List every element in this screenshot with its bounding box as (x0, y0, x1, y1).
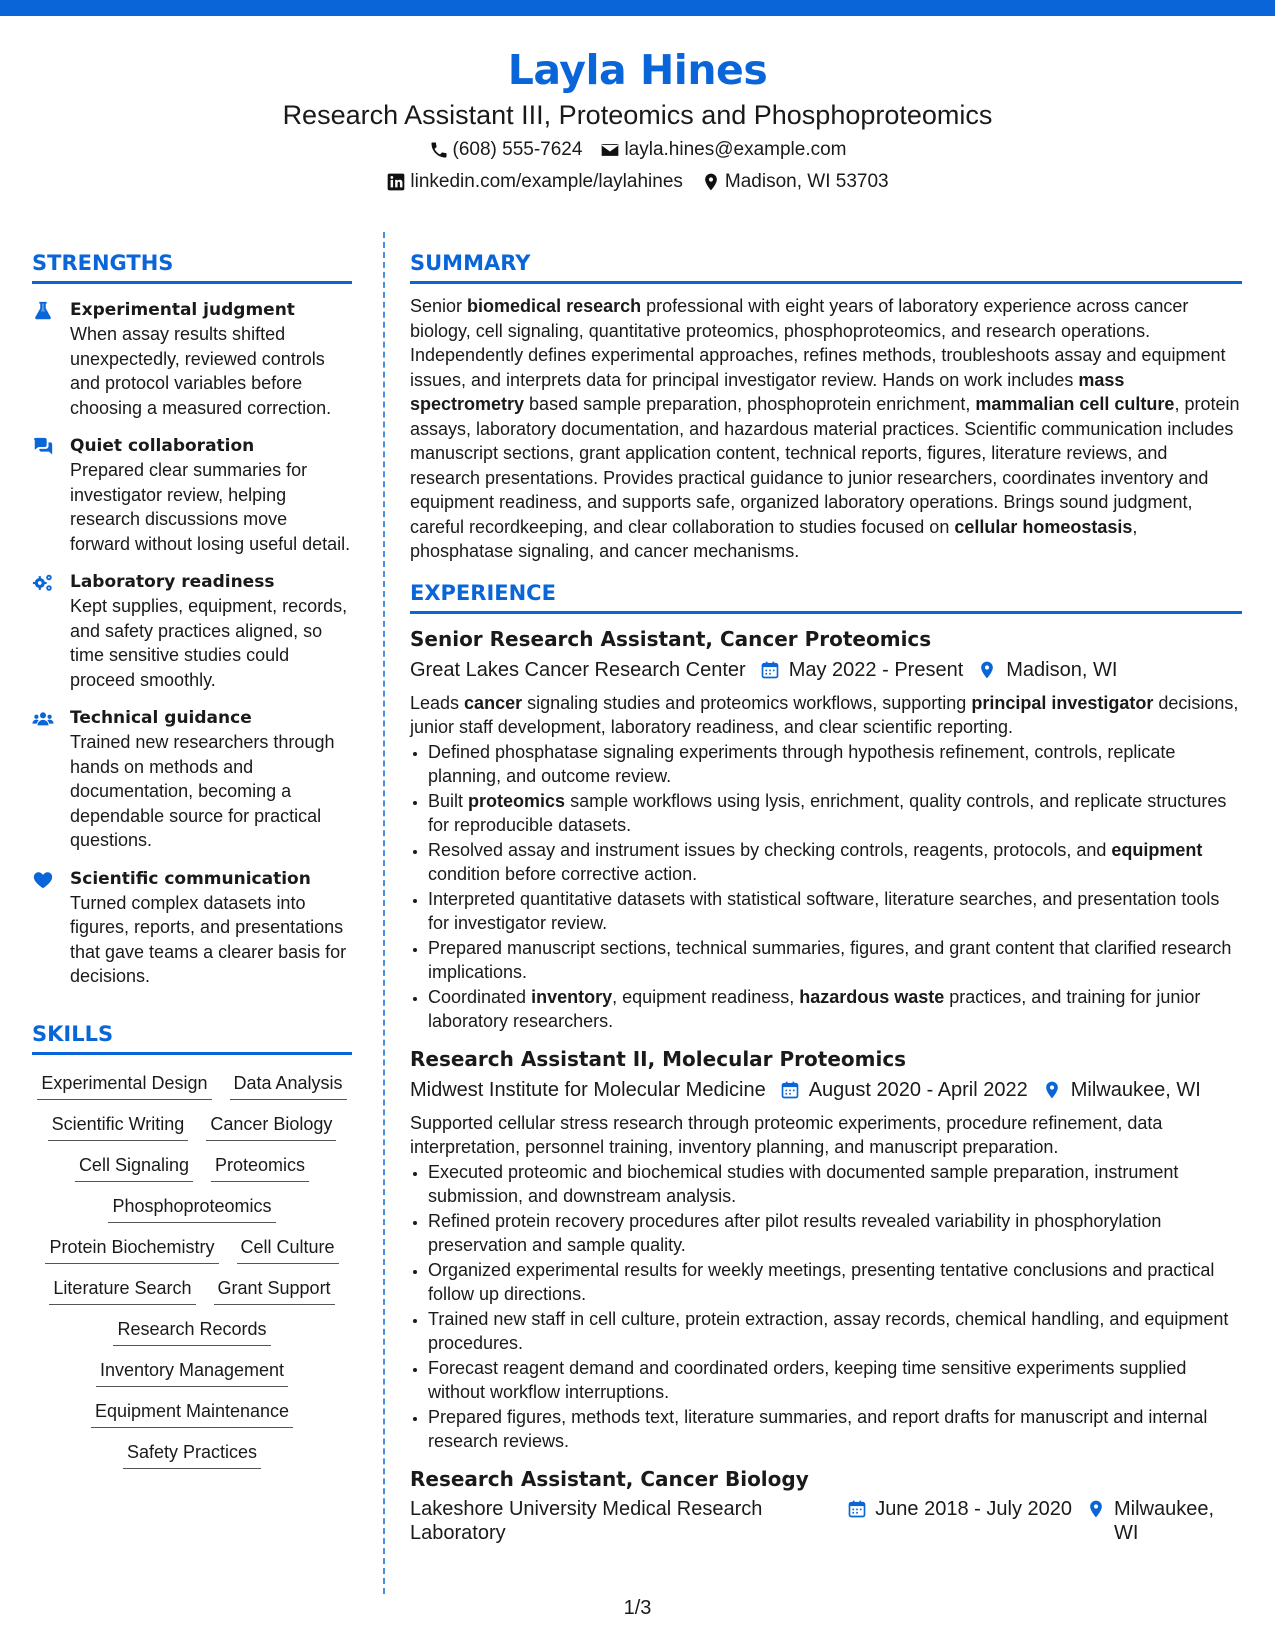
text-run: decisions, junior staff development, laboratory readiness, and clear scientific reporting. (410, 692, 1239, 737)
page-number: 1/3 (623, 1597, 652, 1619)
bold-keyword: mass spectrometry (410, 369, 1125, 414)
candidate-name: Layla Hines (507, 46, 768, 94)
job-dates: May 2022 - Present (788, 658, 964, 681)
strength-title: Technical guidance (70, 708, 252, 728)
skill-tag: Scientific Writing (48, 1110, 189, 1141)
phone-number: (608) 555-7624 (452, 139, 583, 160)
skill-tag: Literature Search (49, 1274, 195, 1305)
bold-keyword: hazardous waste (799, 986, 945, 1007)
skill-tag: Grant Support (214, 1274, 335, 1305)
bullet-item (428, 887, 1242, 936)
skill-tag: Data Analysis (230, 1069, 347, 1100)
map-pin-icon (1086, 1499, 1106, 1519)
job-description (410, 1111, 1242, 1160)
text-run: signaling studies and proteomics workflows, supporting (522, 692, 972, 713)
text-run: Organized experimental results for weekly meetings, presenting tentative conclusions and practical follow up directions. (428, 1259, 1215, 1304)
map-pin-icon (701, 172, 721, 192)
strength-item (32, 570, 352, 692)
resume-header (0, 44, 1275, 196)
bold-keyword: biomedical research (467, 296, 642, 316)
contact-row-2 (0, 168, 1275, 196)
job-title: Research Assistant II, Molecular Proteomics (410, 1046, 907, 1071)
bold-keyword: inventory (531, 986, 613, 1007)
linkedin-contact[interactable] (386, 168, 682, 196)
skill-tag: Phosphoproteomics (108, 1192, 275, 1223)
job-location: Madison, WI (1006, 658, 1118, 681)
bullet-item (428, 1209, 1242, 1258)
right-column (410, 248, 1242, 1546)
bullet-item (428, 740, 1242, 789)
text-run: practices, and training for junior laboratory researchers. (428, 986, 1201, 1031)
strength-desc: Trained new researchers through hands on methods and documentation, becoming a dependable source for practical questions. (70, 732, 335, 850)
job-description (410, 691, 1242, 740)
calendar-icon (760, 660, 780, 680)
job-meta (410, 1075, 1242, 1105)
bullet-item (428, 936, 1242, 985)
strengths-rule (32, 281, 352, 284)
job-dates: August 2020 - April 2022 (808, 1078, 1028, 1101)
left-column (32, 248, 352, 1469)
heart-icon (32, 869, 54, 891)
strength-desc: Kept supplies, equipment, records, and safety practices aligned, so time sensitive studies could proceed smoothly. (70, 596, 348, 690)
text-run: professional with eight years of laboratory experience across cancer biology, cell signaling, quantitative proteomics, phosphoproteomics, and research operations. Independently defines experimental approaches, refines methods, troubleshoots assay and equipment issues, and interprets data for principal investigator review. Hands on work includes (410, 296, 1226, 390)
phone-contact (429, 136, 583, 164)
job-meta (410, 1497, 1242, 1546)
text-run: Senior (410, 296, 468, 316)
text-run: Prepared figures, methods text, literature summaries, and report drafts for manuscript and internal research reviews. (428, 1406, 1208, 1451)
strength-item (32, 298, 352, 420)
skill-tag: Proteomics (211, 1151, 309, 1182)
map-pin-icon (1042, 1080, 1062, 1100)
bullet-item (428, 985, 1242, 1034)
strengths-section (32, 248, 352, 989)
text-run: Built (428, 790, 469, 811)
text-run: , equipment readiness, (612, 986, 800, 1007)
strength-desc: Turned complex datasets into figures, reports, and presentations that gave teams a clearer basis for decisions. (70, 892, 347, 986)
bold-keyword: cancer (464, 692, 523, 713)
job-entry (410, 1044, 1242, 1454)
skill-tag: Cell Culture (237, 1233, 339, 1264)
linkedin-url[interactable]: linkedin.com/example/laylahines (410, 171, 683, 192)
text-run: Forecast reagent demand and coordinated orders, keeping time sensitive experiments supplied without workflow interruptions. (428, 1357, 1187, 1402)
skill-tag: Experimental Design (37, 1069, 211, 1100)
bullet-item (428, 1258, 1242, 1307)
strengths-heading: STRENGTHS (32, 251, 174, 275)
calendar-icon (780, 1080, 800, 1100)
email-address[interactable]: layla.hines@example.com (624, 139, 847, 160)
text-run: Interpreted quantitative datasets with statistical software, literature searches, and presentation tools for investigator review. (428, 888, 1220, 933)
job-bullets (410, 740, 1242, 1034)
text-run: , phosphatase signaling, and cancer mechanisms. (410, 516, 1138, 561)
skills-rule (32, 1052, 352, 1055)
email-contact[interactable] (600, 136, 846, 164)
users-icon (32, 708, 54, 730)
strength-title: Scientific communication (70, 868, 311, 889)
skill-tag: Inventory Management (96, 1356, 288, 1387)
flask-icon (32, 300, 54, 322)
strength-title: Quiet collaboration (70, 436, 255, 456)
bold-keyword: mammalian cell culture (975, 394, 1175, 414)
phone-icon (429, 140, 449, 160)
job-title: Research Assistant, Cancer Biology (410, 1466, 809, 1491)
skills-section (32, 1019, 352, 1469)
skill-tag: Cell Signaling (75, 1151, 193, 1182)
job-bullets (410, 1160, 1242, 1454)
job-entry (410, 624, 1242, 1034)
text-run: Supported cellular stress research through proteomic experiments, procedure refinement, data interpretation, personnel training, inventory planning, and manuscript preparation. (410, 1112, 1163, 1157)
job-company: Great Lakes Cancer Research Center (410, 658, 746, 681)
skill-tag: Safety Practices (123, 1438, 261, 1469)
skill-tag: Research Records (113, 1315, 270, 1346)
skill-tag: Equipment Maintenance (91, 1397, 293, 1428)
bold-keyword: equipment (1111, 839, 1203, 860)
bullet-item (428, 1405, 1242, 1454)
calendar-icon (847, 1499, 867, 1519)
strength-title: Experimental judgment (70, 300, 295, 320)
strength-item (32, 867, 352, 989)
gears-icon (32, 572, 54, 594)
bullet-item (428, 838, 1242, 887)
job-location: Milwaukee, WI (1070, 1078, 1201, 1101)
experience-section (410, 578, 1242, 1546)
job-entry (410, 1464, 1242, 1546)
text-run: Prepared manuscript sections, technical summaries, figures, and grant content that clarified research implications. (428, 937, 1232, 982)
job-dates: June 2018 - July 2020 (875, 1497, 1072, 1520)
envelope-icon (600, 140, 620, 160)
text-run: Resolved assay and instrument issues by checking controls, reagents, protocols, and (428, 839, 1112, 860)
contact-row-1 (0, 136, 1275, 164)
strength-item (32, 706, 352, 853)
bullet-item (428, 1160, 1242, 1209)
text-run: , protein assays, laboratory documentation, and hazardous material practices. Scientific communication includes manuscript sections, grant application content, technical reports, figures, literature reviews, and research presentations. Provides practical guidance to junior researchers, coordinates inventory and equipment readiness, and supports safe, organized laboratory operations. Brings sound judgment, careful recordkeeping, and clear collaboration to studies focused on (410, 394, 1240, 537)
comments-icon (32, 436, 54, 458)
strength-desc: Prepared clear summaries for investigator review, helping research discussions move forward without losing useful detail. (70, 460, 351, 554)
skills-list (32, 1069, 352, 1469)
text-run: Coordinated (428, 986, 532, 1007)
skill-tag: Protein Biochemistry (45, 1233, 218, 1264)
job-meta (410, 655, 1242, 685)
map-pin-icon (977, 660, 997, 680)
text-run: condition before corrective action. (428, 864, 698, 884)
strength-desc: When assay results shifted unexpectedly, reviewed controls and protocol variables before choosing a measured correction. (70, 324, 332, 418)
strength-item (32, 434, 352, 556)
candidate-title: Research Assistant III, Proteomics and Phosphoproteomics (282, 100, 993, 130)
text-run: Refined protein recovery procedures after pilot results revealed variability in phosphorylation preservation and sample quality. (428, 1210, 1162, 1255)
text-run: based sample preparation, phosphoprotein enrichment, (524, 394, 976, 414)
strength-title: Laboratory readiness (70, 572, 275, 592)
job-company: Midwest Institute for Molecular Medicine (410, 1078, 766, 1101)
bold-keyword: proteomics (468, 790, 566, 811)
summary-section (410, 248, 1242, 564)
text-run: Trained new staff in cell culture, protein extraction, assay records, chemical handling, and equipment procedures. (428, 1308, 1229, 1353)
job-company: Lakeshore University Medical Research Laboratory (410, 1497, 763, 1544)
text-run: Executed proteomic and biochemical studies with documented sample preparation, instrument submission, and downstream analysis. (428, 1161, 1179, 1206)
skill-tag: Cancer Biology (206, 1110, 336, 1141)
summary-rule (410, 281, 1242, 284)
job-title: Senior Research Assistant, Cancer Proteomics (410, 626, 932, 651)
top-accent-bar (0, 0, 1275, 16)
text-run: Leads (410, 692, 465, 713)
summary-text (410, 294, 1242, 564)
location-text: Madison, WI 53703 (724, 171, 889, 192)
bullet-item (428, 789, 1242, 838)
skills-heading: SKILLS (32, 1021, 114, 1046)
bullet-item (428, 1356, 1242, 1405)
location-contact (701, 168, 889, 196)
text-run: Defined phosphatase signaling experiments through hypothesis refinement, controls, replicate planning, and outcome review. (428, 741, 1176, 786)
job-location: Milwaukee, WI (1114, 1497, 1215, 1544)
experience-heading: EXPERIENCE (410, 580, 556, 605)
column-divider (383, 232, 385, 1594)
bold-keyword: principal investigator (971, 692, 1154, 713)
linkedin-icon (386, 172, 406, 192)
summary-heading: SUMMARY (410, 251, 531, 275)
bullet-item (428, 1307, 1242, 1356)
experience-rule (410, 611, 1242, 614)
text-run: sample workflows using lysis, enrichment, quality controls, and replicate structures for reproducible datasets. (428, 790, 1227, 835)
bold-keyword: cellular homeostasis (954, 516, 1133, 537)
